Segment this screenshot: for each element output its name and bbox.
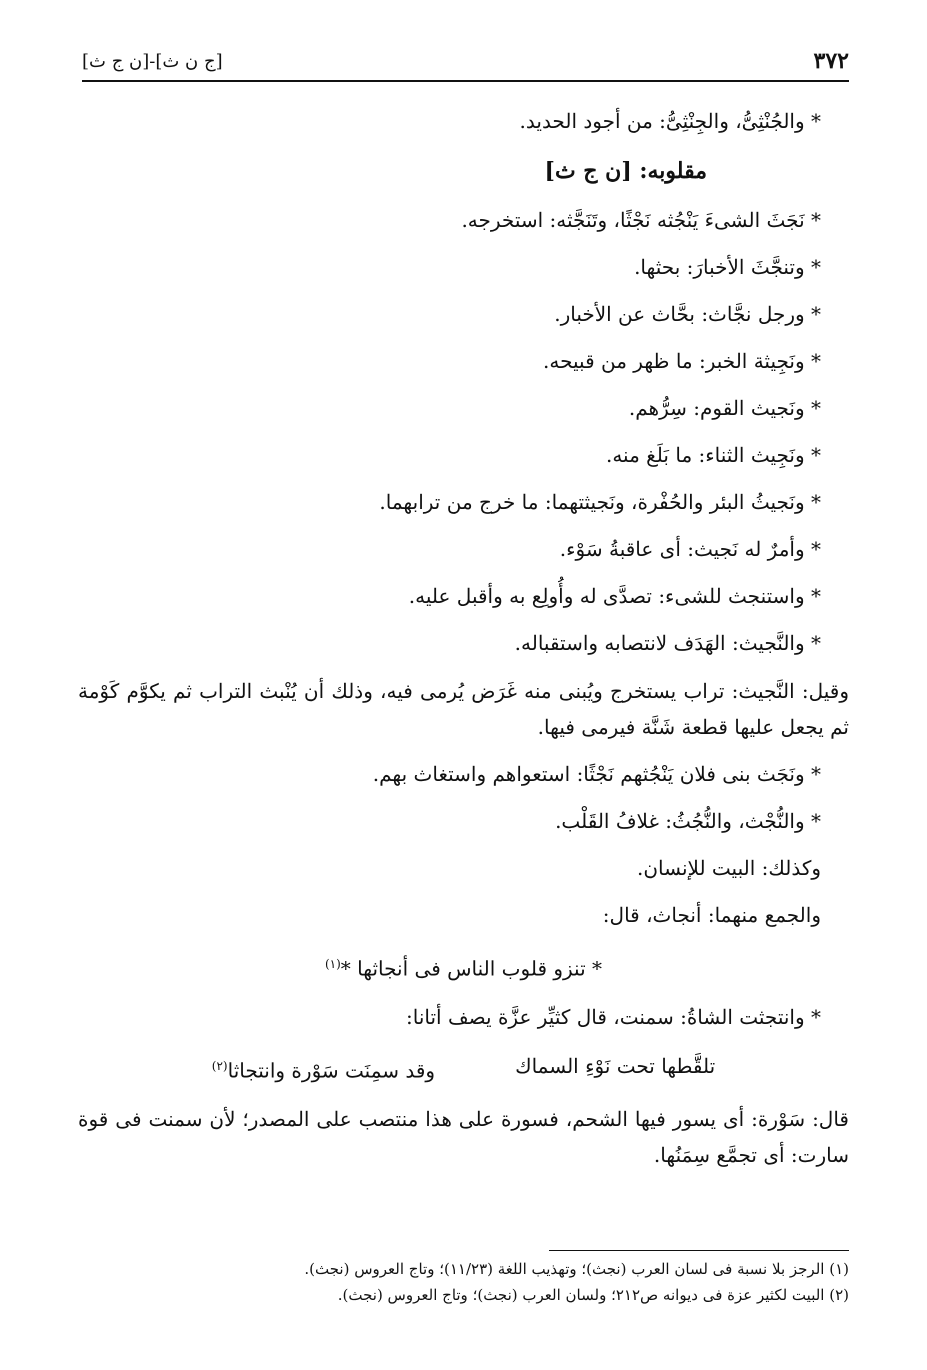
entry-line: * والنُّجْث، والنُّجُثُ: غلافُ القَلْب.: [555, 809, 821, 833]
entry-line: * ونَجَث بنى فلان يَنْجُثهم نَجْثًا: استعواهم واستغاث بهم.: [372, 762, 821, 786]
entry-line: * ونَجِيث الثناء: ما بَلَغ منه.: [605, 443, 821, 467]
entry-line: * ونَجيثُ البئر والحُفْرة، ونَجيثتهما: ما خرج من ترابهما.: [379, 490, 821, 514]
footnote-ref: (١): [324, 957, 341, 971]
footnote: (٢) البيت لكثير عزة فى ديوانه ص٢١٢؛ ولسان العرب (نجث)؛ وتاج العروس (نجث).: [337, 1286, 849, 1304]
running-head: [ج ن ث]-[ن ج ث]: [82, 51, 223, 72]
entry-line: * نَجَثَ الشىءَ يَنْجُثه نَجْثًا، وتَنَجَّثه: استخرجه.: [461, 208, 821, 232]
entry-line: * ونَجِيثة الخبر: ما ظهر من قبيحه.: [543, 349, 821, 373]
rajaz-text: * تنزو قلوب الناس فى أنجاثها *: [340, 956, 603, 981]
verse-hemistich-1: تلقَّطها تحت نَوْءِ السماك: [515, 1053, 716, 1078]
entry-line: * وانتجثت الشاةُ: سمنت، قال كثيِّر عزَّة يصف أتانا:: [406, 1004, 821, 1029]
entry-line: * والنَّجيث: الهَدَف لانتصابه واستقباله.: [514, 631, 821, 655]
rajaz-line: [78, 939, 849, 994]
page-header: [82, 46, 849, 82]
verse-hemistich-2-wrap: [212, 1041, 435, 1096]
footnotes: [78, 1256, 849, 1308]
entry-line: * واستنجث للشىء: تصدَّى له وأُولِع به وأقبل عليه.: [408, 584, 821, 608]
verse-hemistich-2: وقد سمِنَت سَوْرة وانتجاثا: [227, 1058, 436, 1083]
entry-line: * وتنجَّثَ الأخبارَ: بحثها.: [634, 255, 821, 279]
entry-line: * ورجل نجَّاث: بحَّاث عن الأخبار.: [554, 302, 821, 326]
paragraph: قال: سَوْرة: أى يسور فيها الشحم، فسورة على هذا منتصب على المصدر؛ لأن سمنت فى قوة سارت: أى تجمَّع سِمَنُها.: [78, 1107, 849, 1168]
footnote-divider: [549, 1250, 849, 1251]
poetry-verse: [78, 1041, 849, 1096]
entry-line: * ونَجيث القوم: سِرُّهم.: [628, 396, 821, 420]
page-body: [78, 98, 849, 1179]
entry-line: * والجُنْثِىُّ، والجِنْثِىُّ: من أجود الحديد.: [519, 109, 821, 133]
footnote-ref: (٢): [211, 1058, 228, 1073]
page-number: ٣٧٢: [813, 48, 849, 74]
footnote: (١) الرجز بلا نسبة فى لسان العرب (نجث)؛ وتهذيب اللغة (١١/٢٣)؛ وتاج العروس (نجث).: [304, 1260, 849, 1278]
entry-line: * وأمرٌ له نَجيث: أى عاقبةُ سَوْء.: [559, 537, 821, 561]
plain-line: والجمع منهما: أنجاث، قال:: [602, 903, 821, 927]
plain-line: وكذلك: البيت للإنسان.: [636, 856, 821, 880]
paragraph: وقيل: النَّجيث: تراب يستخرج ويُبنى منه غَرَض يُرمى فيه، وذلك أن يُنْبث التراب ثم يكوَّم كَوْمة ثم يجعل عليها قطعة شَنَّة فيرمى فيها.: [78, 679, 849, 739]
subheading: مقلوبه: [ن ج ث]: [544, 158, 707, 184]
